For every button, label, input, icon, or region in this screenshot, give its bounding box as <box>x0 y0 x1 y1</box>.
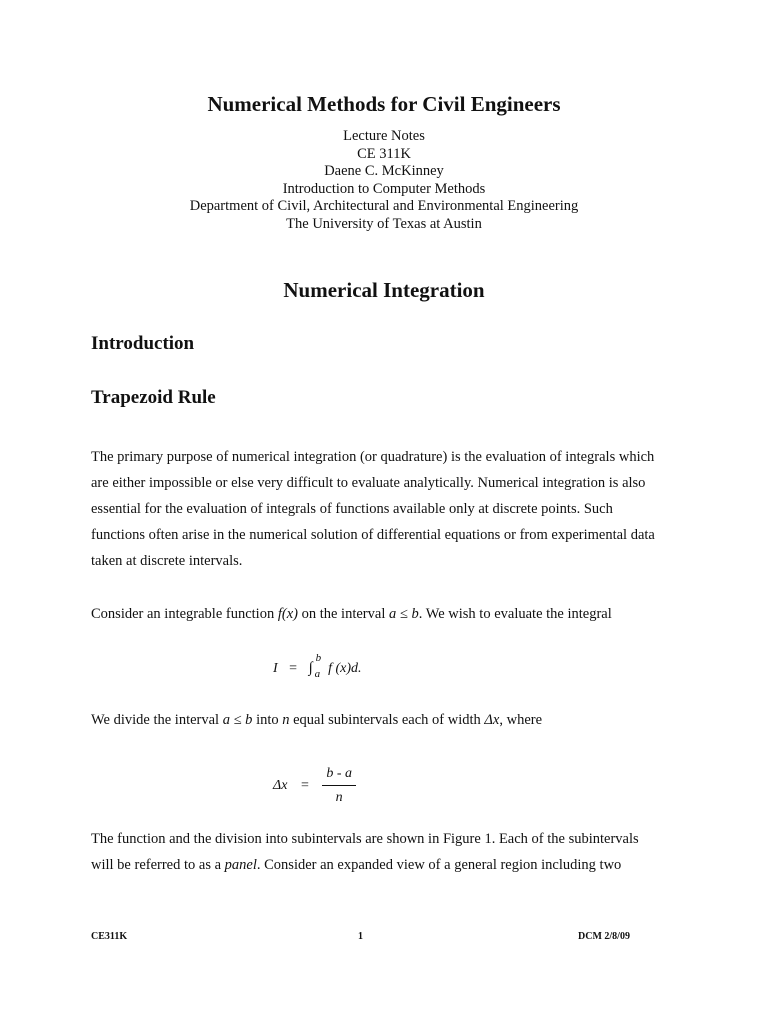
integrand: f (x)d. <box>328 661 362 676</box>
equation-integral <box>273 652 362 680</box>
meta-author: Daene C. McKinney <box>324 163 444 179</box>
heading-trapezoid-rule: Trapezoid Rule <box>91 387 216 408</box>
paragraph-integrable-function: Consider an integrable function f(x) on the interval a ≤ b. We wish to evaluate the integral <box>91 606 612 622</box>
equals-sign: = <box>300 778 309 793</box>
section-title: Numerical Integration <box>283 278 485 302</box>
paragraph-subintervals <box>91 826 691 878</box>
term-panel: panel <box>224 857 257 873</box>
footer-author-date: DCM 2/8/09 <box>578 931 630 942</box>
paragraph-line: are either impossible or else very difficult to evaluate analytically. Numerical integration is also <box>91 475 646 491</box>
paragraph-line: will be referred to as a panel. Consider an expanded view of a general region including two <box>91 857 622 873</box>
meta-course-title: Introduction to Computer Methods <box>282 180 486 197</box>
delta-x: Δx <box>484 712 500 728</box>
interval-expression: a ≤ b <box>388 606 419 622</box>
equation-lhs: I <box>273 661 278 676</box>
meta-university: The University of Texas at Austin <box>286 215 482 232</box>
variable-n: n <box>282 712 290 728</box>
footer-course: CE311K <box>91 931 128 942</box>
fraction-denominator: n <box>335 790 343 805</box>
fraction <box>322 766 356 806</box>
paragraph-line: The primary purpose of numerical integration (or quadrature) is the evaluation of integrals which <box>91 449 655 465</box>
equation-lhs: Δx <box>273 778 288 793</box>
equation-delta-x <box>273 766 356 806</box>
paragraph-purpose <box>91 444 691 574</box>
paragraph-divide-interval: We divide the interval a ≤ b into n equal subintervals each of width Δx, where <box>91 712 543 728</box>
document-title: Numerical Methods for Civil Engineers <box>207 92 561 116</box>
title-metadata <box>0 128 768 233</box>
footer-page-number: 1 <box>358 931 363 942</box>
paragraph-line: essential for the evaluation of integrals of functions available only at discrete points. Such <box>91 501 613 517</box>
function-fx: f(x) <box>277 606 298 622</box>
interval-expression: a ≤ b <box>222 712 253 728</box>
meta-course-number: CE 311K <box>357 145 411 162</box>
paragraph-line: taken at discrete intervals. <box>91 553 243 569</box>
heading-introduction: Introduction <box>91 333 195 354</box>
integral-upper-limit: b <box>315 652 322 664</box>
fraction-numerator: b - a <box>322 766 356 786</box>
paragraph-line: functions often arise in the numerical solution of differential equations or from experimental data <box>91 527 655 543</box>
integral-lower-limit: a <box>314 668 321 680</box>
meta-department: Department of Civil, Architectural and Environmental Engineering <box>189 198 579 214</box>
paragraph-line: The function and the division into subintervals are shown in Figure 1. Each of the subintervals <box>91 831 639 847</box>
meta-lecture-notes: Lecture Notes <box>343 128 425 144</box>
integral-sign: ∫ b a <box>308 652 322 680</box>
equals-sign: = <box>289 661 298 676</box>
